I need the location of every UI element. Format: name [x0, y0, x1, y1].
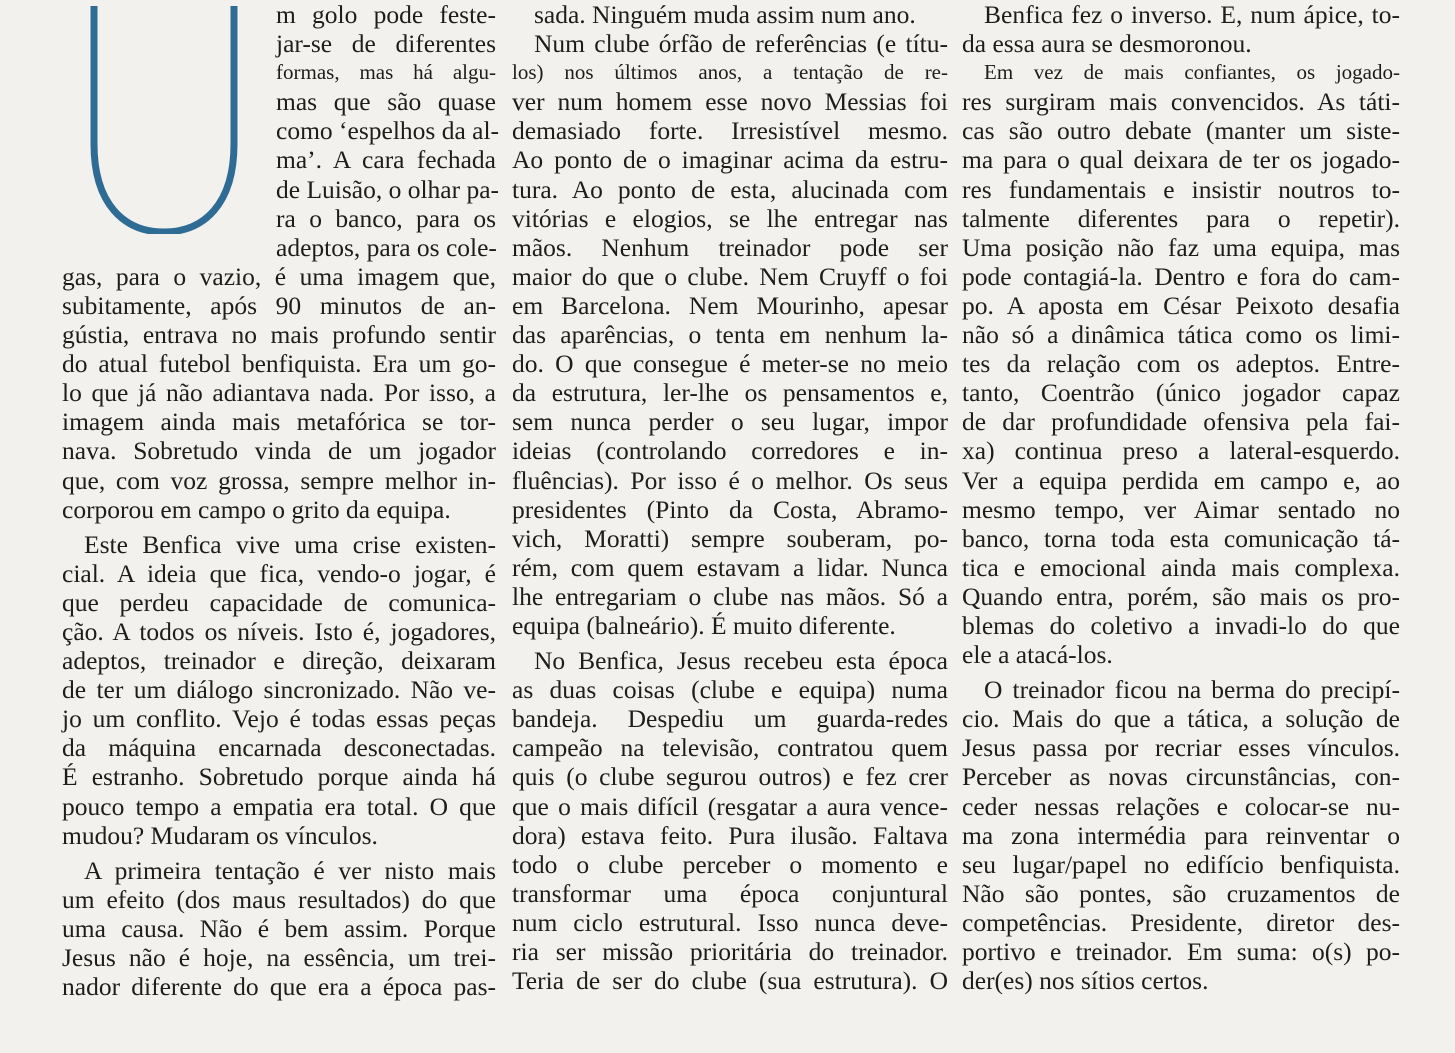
text-line: Não são pontes, são cruzamentos de	[962, 878, 1400, 908]
paragraph-3	[62, 856, 496, 1001]
text-line: que perdeu capacidade de comunica-	[62, 587, 496, 617]
article-column-3	[962, 0, 1400, 995]
text-line: lhe entregariam o clube nas mãos. Só a	[512, 581, 948, 611]
text-line: tica e emocional ainda mais complexa.	[962, 552, 1400, 582]
text-line: maior do que o clube. Nem Cruyff o foi	[512, 261, 948, 291]
paragraph-5	[512, 646, 948, 995]
text-line: jo um conflito. Vejo é todas essas peças	[62, 704, 496, 734]
text-line: transformar uma época conjuntural	[512, 878, 948, 908]
text-line: Ver a equipa perdida em campo e, ao	[962, 465, 1400, 495]
text-line: da essa aura se desmoronou.	[962, 29, 1252, 59]
text-line: Em vez de mais confiantes, os jogado-	[984, 60, 1400, 85]
text-line: ver num homem esse novo Messias foi	[512, 87, 948, 117]
text-line: res surgiram mais convencidos. As táti-	[962, 87, 1400, 117]
text-line: cial. A ideia que fica, vendo-o jogar, é	[62, 558, 496, 588]
text-line: tanto, Coentrão (único jogador capaz	[962, 378, 1400, 408]
text-line: quis (o clube segurou outros) e fez crer	[512, 762, 948, 792]
text-line: Perceber as novas circunstâncias, con-	[962, 762, 1400, 792]
article-column-1	[62, 0, 500, 1002]
text-line: que, com voz grossa, sempre melhor in-	[62, 465, 496, 495]
text-line: tes da relação com os adeptos. Entre-	[962, 349, 1400, 379]
paragraph-6	[962, 58, 1400, 669]
text-line: vich, Moratti) sempre souberam, po-	[512, 523, 948, 553]
text-line: uma causa. Não é bem assim. Porque	[62, 913, 496, 943]
text-line: ma’. A cara fechada	[276, 145, 496, 175]
text-line: Jesus passa por recriar esses vínculos.	[962, 733, 1400, 763]
text-line: não só a dinâmica tática como os limi-	[962, 320, 1400, 350]
text-line: jar-se de diferentes	[276, 29, 496, 59]
text-line: sada. Ninguém muda assim num ano.	[534, 0, 916, 29]
paragraph-2	[62, 530, 496, 850]
text-line: um efeito (dos maus resultados) do que	[62, 884, 496, 914]
paragraph-continuation	[962, 0, 1400, 58]
text-line: No Benfica, Jesus recebeu esta época	[534, 646, 948, 676]
text-line: gas, para o vazio, é uma imagem que,	[62, 261, 496, 291]
text-line: lo que já não adiantava nada. Por isso, a	[62, 378, 496, 408]
text-line: tura. Ao ponto de esta, alucinada com	[512, 174, 948, 204]
text-line: num ciclo estrutural. Isso nunca deve-	[512, 907, 948, 937]
text-line: da máquina encarnada desconectadas.	[62, 733, 496, 763]
text-line: de ter um diálogo sincronizado. Não ve-	[62, 675, 496, 705]
text-line: ria ser missão prioritária do treinador.	[512, 937, 948, 966]
text-line: bandeja. Despediu um guarda-redes	[512, 704, 948, 734]
text-line: banco, torna toda esta comunicação tá-	[962, 523, 1400, 553]
text-line: seu lugar/papel no edifício benfiquista.	[962, 849, 1400, 879]
text-line: portivo e treinador. Em suma: o(s) po-	[962, 937, 1400, 966]
text-line: po. A aposta em César Peixoto desafia	[962, 290, 1400, 320]
text-line: todo o clube perceber o momento e	[512, 849, 948, 879]
text-line: nava. Sobretudo vinda de um jogador	[62, 436, 496, 466]
text-line: Jesus não é hoje, na essência, um trei-	[62, 943, 496, 972]
text-line: cas são outro debate (manter um siste-	[962, 116, 1400, 146]
text-line: as duas coisas (clube e equipa) numa	[512, 675, 948, 705]
text-line: das aparências, o tenta em nenhum la-	[512, 320, 948, 350]
text-line: Teria de ser do clube (sua estrutura). O	[512, 966, 948, 996]
paragraph-1-wrapped-beside-dropcap	[276, 0, 500, 262]
text-line: ma zona intermédia para reinventar o	[962, 820, 1400, 850]
text-line: mesmo tempo, ver Aimar sentado no	[962, 494, 1400, 524]
paragraph-4	[512, 29, 948, 640]
text-line: ele a atacá-los.	[962, 640, 1113, 670]
text-line: rém, com quem estavam a lidar. Nunca	[512, 552, 948, 582]
text-line: demasiado forte. Irresistível mesmo.	[512, 116, 948, 146]
text-line: pouco tempo a empatia era total. O que	[62, 791, 496, 821]
text-line: gústia, entrava no mais profundo sentir	[62, 320, 496, 350]
paragraph-7	[962, 675, 1400, 995]
text-line: Num clube órfão de referências (e títu-	[534, 29, 948, 59]
text-line: pode contagiá-la. Dentro e fora do cam-	[962, 261, 1400, 291]
text-line: O treinador ficou na berma do precipí-	[984, 675, 1400, 705]
paragraph-continuation	[512, 0, 948, 29]
text-line: ma para o qual deixara de ter os jogado-	[962, 145, 1400, 175]
text-line: imagem ainda mais metafórica se tor-	[62, 407, 496, 437]
text-line: de Luisão, o olhar pa-	[276, 174, 500, 204]
text-line: ceder nessas relações e colocar-se nu-	[962, 791, 1400, 821]
text-line: do. O que consegue é meter-se no meio	[512, 349, 948, 379]
text-line: adeptos, para os cole-	[276, 232, 497, 262]
text-line: sem nunca perder o seu lugar, impor	[512, 407, 948, 437]
text-line: corporou em campo o grito da equipa.	[62, 494, 451, 524]
text-line: cio. Mais do que a tática, a solução de	[962, 704, 1400, 734]
paragraph-1-continued	[62, 262, 496, 524]
text-line: como ‘espelhos da al-	[276, 116, 500, 146]
text-line: ra o banco, para os	[276, 203, 496, 233]
text-line: der(es) nos sítios certos.	[962, 966, 1209, 996]
text-line: blemas do coletivo a invadi-lo do que	[962, 610, 1400, 640]
text-line: da estrutura, ler-lhe os pensamentos e,	[512, 378, 948, 408]
text-line: mãos. Nenhum treinador pode ser	[512, 232, 948, 262]
text-line: de dar profundidade ofensiva pela fai-	[962, 407, 1400, 437]
text-line: É estranho. Sobretudo porque ainda há	[62, 762, 496, 792]
text-line: que o mais difícil (resgatar a aura vence-	[512, 791, 948, 821]
text-line: Ao ponto de o imaginar acima da estru-	[512, 145, 948, 175]
text-line: do atual futebol benfiquista. Era um go-	[62, 349, 496, 379]
text-line: fluências). Por isso é o melhor. Os seus	[512, 465, 948, 495]
text-line: Uma posição não faz uma equipa, mas	[962, 232, 1400, 262]
text-line: equipa (balneário). É muito diferente.	[512, 610, 896, 640]
text-line: xa) continua preso a lateral-esquerdo.	[962, 436, 1400, 466]
text-line: subitamente, após 90 minutos de an-	[62, 290, 496, 320]
text-line: los) nos últimos anos, a tentação de re-	[512, 60, 948, 85]
text-line: adeptos, treinador e direção, deixaram	[62, 646, 496, 676]
text-line: m golo pode feste-	[276, 0, 496, 29]
text-line: res fundamentais e insistir noutros to-	[962, 174, 1400, 204]
text-line: mudou? Mudaram os vínculos.	[62, 820, 378, 850]
text-line: presidentes (Pinto da Costa, Abramo-	[512, 494, 948, 524]
text-line: A primeira tentação é ver nisto mais	[84, 855, 496, 885]
article-column-2	[512, 0, 948, 995]
text-line: Quando entra, porém, são mais os pro-	[962, 581, 1400, 611]
text-line: talmente diferentes para o repetir).	[962, 203, 1400, 233]
text-line: ção. A todos os níveis. Isto é, jogadores,	[62, 616, 496, 646]
text-line: nador diferente do que era a época pas-	[62, 972, 496, 1002]
text-line: mas que são quase	[276, 87, 496, 117]
text-line: vitórias e elogios, se lhe entregar nas	[512, 203, 948, 233]
text-line: competências. Presidente, diretor des-	[962, 907, 1400, 937]
text-line: em Barcelona. Nem Mourinho, apesar	[512, 290, 948, 320]
text-line: formas, mas há algu-	[276, 60, 496, 85]
text-line: Benfica fez o inverso. E, num ápice, to-	[984, 0, 1400, 29]
text-line: dora) estava feito. Pura ilusão. Faltava	[512, 820, 948, 850]
text-line: Este Benfica vive uma crise existen-	[84, 529, 496, 559]
text-line: ideias (controlando corredores e in-	[512, 436, 948, 466]
text-line: campeão na televisão, contratou quem	[512, 733, 948, 763]
